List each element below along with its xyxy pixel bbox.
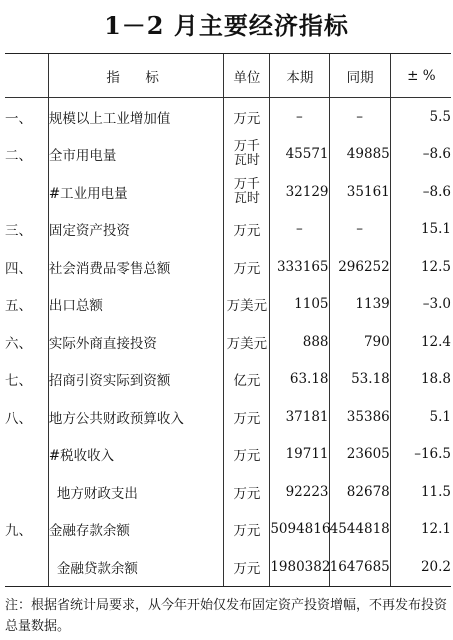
indicator-name: #税收收入 (48, 436, 224, 474)
current-value: 37181 (270, 398, 329, 436)
row-index: 一、 (5, 110, 32, 127)
change-percent: 18.8 (390, 361, 451, 399)
unit-cell: 亿元 (224, 361, 270, 399)
current-value: – (270, 211, 329, 249)
change-percent: 11.5 (390, 473, 451, 511)
previous-value: 35161 (329, 173, 390, 211)
unit-cell: 万元 (224, 98, 270, 136)
unit-cell (224, 173, 270, 211)
indicator-name: 金融存款余额 (48, 511, 224, 549)
change-percent: –3.0 (390, 286, 451, 324)
unit-cell: 万元 (224, 211, 270, 249)
table-row (5, 473, 451, 511)
current-value: 1105 (270, 286, 329, 324)
previous-value: 4544818 (329, 511, 390, 549)
current-value: 32129 (270, 173, 329, 211)
current-value: 333165 (270, 248, 329, 286)
unit-cell: 万元 (224, 473, 270, 511)
row-index: 六、 (5, 335, 32, 352)
table-row (5, 361, 451, 399)
current-value: 19711 (270, 436, 329, 474)
table-row (5, 286, 451, 324)
table-row (5, 98, 451, 136)
previous-value: 49885 (329, 136, 390, 174)
row-index (5, 548, 48, 586)
header-index (5, 54, 48, 98)
table-row (5, 211, 451, 249)
row-index: 七、 (5, 373, 32, 390)
change-percent: 5.1 (390, 398, 451, 436)
indicator-name: 规模以上工业增加值 (48, 98, 224, 136)
previous-value: 790 (329, 323, 390, 361)
table-row (5, 136, 451, 174)
unit-cell: 万元 (224, 511, 270, 549)
current-value: – (270, 98, 329, 136)
indicator-name: #工业用电量 (48, 173, 224, 211)
indicator-name: 实际外商直接投资 (48, 323, 224, 361)
table-row (5, 398, 451, 436)
change-percent: 12.1 (390, 511, 451, 549)
indicator-name: 招商引资实际到资额 (48, 361, 224, 399)
unit-label: 万千瓦时 (233, 139, 260, 169)
page-title: 1－2 月主要经济指标 (104, 11, 349, 40)
previous-value: – (329, 98, 390, 136)
row-index (5, 173, 48, 211)
unit-cell: 万元 (224, 248, 270, 286)
row-index: 三、 (5, 223, 32, 240)
table-row (5, 511, 451, 549)
change-percent: –8.6 (390, 173, 451, 211)
indicator-name: 地方财政支出 (48, 473, 224, 511)
previous-value: 53.18 (329, 361, 390, 399)
indicator-name: 金融贷款余额 (48, 548, 224, 586)
indicator-name: 固定资产投资 (48, 211, 224, 249)
header-change: ± % (390, 54, 451, 98)
previous-value: – (329, 211, 390, 249)
change-percent: –16.5 (390, 436, 451, 474)
table-row (5, 173, 451, 211)
unit-cell: 万元 (224, 436, 270, 474)
indicator-name: 出口总额 (48, 286, 224, 324)
footnote: 注：根据省统计局要求，从今年开始仅发布固定资产投资增幅，不再发布投资总量数据。 (5, 598, 448, 634)
row-index: 二、 (5, 148, 32, 165)
table-row (5, 248, 451, 286)
previous-value: 296252 (329, 248, 390, 286)
table-row (5, 548, 451, 586)
table-header-row (5, 54, 451, 98)
unit-cell: 万美元 (224, 323, 270, 361)
header-previous: 同期 (329, 54, 390, 98)
indicator-name: 地方公共财政预算收入 (48, 398, 224, 436)
change-percent: 12.4 (390, 323, 451, 361)
unit-cell (224, 136, 270, 174)
table-row (5, 436, 451, 474)
previous-value: 1139 (329, 286, 390, 324)
row-index (5, 436, 48, 474)
indicator-name: 社会消费品零售总额 (48, 248, 224, 286)
current-value: 92223 (270, 473, 329, 511)
indicator-table (5, 53, 451, 587)
change-percent: –8.6 (390, 136, 451, 174)
current-value: 888 (270, 323, 329, 361)
header-unit: 单位 (224, 54, 270, 98)
previous-value: 35386 (329, 398, 390, 436)
change-percent: 20.2 (390, 548, 451, 586)
row-index (5, 473, 48, 511)
row-index: 四、 (5, 260, 32, 277)
current-value: 5094816 (270, 511, 329, 549)
unit-cell: 万元 (224, 398, 270, 436)
row-index: 八、 (5, 410, 32, 427)
change-percent: 12.5 (390, 248, 451, 286)
indicator-name: 全市用电量 (48, 136, 224, 174)
previous-value: 82678 (329, 473, 390, 511)
current-value: 45571 (270, 136, 329, 174)
table-row (5, 323, 451, 361)
header-current: 本期 (270, 54, 329, 98)
row-index: 五、 (5, 298, 32, 315)
current-value: 63.18 (270, 361, 329, 399)
change-percent: 15.1 (390, 211, 451, 249)
unit-label: 万千瓦时 (233, 176, 260, 206)
current-value: 1980382 (270, 548, 329, 586)
change-percent: 5.5 (390, 98, 451, 136)
header-indicator: 指 标 (48, 54, 224, 98)
row-index: 九、 (5, 523, 32, 540)
previous-value: 1647685 (329, 548, 390, 586)
previous-value: 23605 (329, 436, 390, 474)
unit-cell: 万元 (224, 548, 270, 586)
unit-cell: 万美元 (224, 286, 270, 324)
